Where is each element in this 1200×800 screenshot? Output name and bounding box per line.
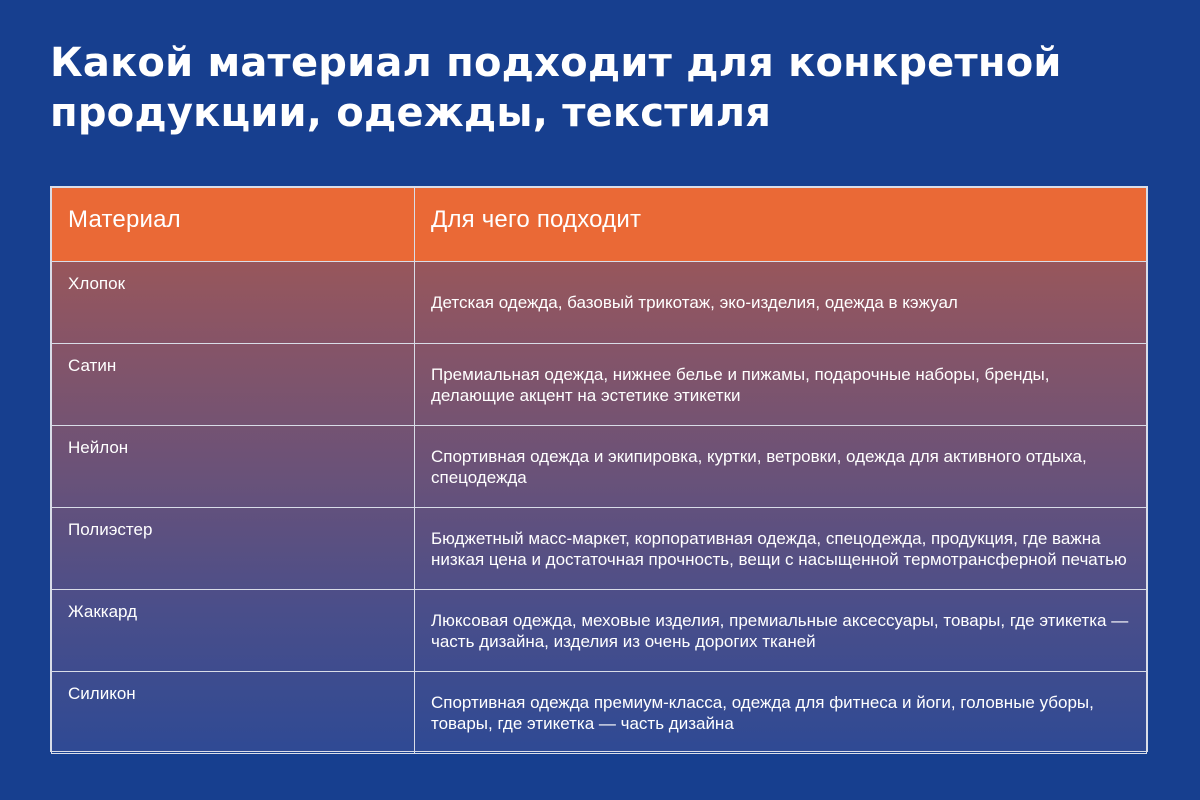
- material-cell: Хлопок: [52, 262, 415, 344]
- usage-cell: Люксовая одежда, меховые изделия, премиальные аксессуары, товары, где этикетка — часть дизайна, изделия из очень дорогих тканей: [415, 590, 1147, 672]
- table-row: [52, 590, 1147, 672]
- column-header-material: Материал: [52, 188, 415, 262]
- material-cell: Сатин: [52, 344, 415, 426]
- usage-cell: Детская одежда, базовый трикотаж, эко-изделия, одежда в кэжуал: [415, 262, 1147, 344]
- usage-cell: Премиальная одежда, нижнее белье и пижамы, подарочные наборы, бренды, делающие акцент на эстетике этикетки: [415, 344, 1147, 426]
- page-title: Какой материал подходит для конкретной продукции, одежды, текстиля: [50, 40, 1062, 136]
- usage-cell: Спортивная одежда и экипировка, куртки, ветровки, одежда для активного отдыха, спецодежда: [415, 426, 1147, 508]
- material-cell: Жаккард: [52, 590, 415, 672]
- table-row: [52, 672, 1147, 754]
- table-row: [52, 262, 1147, 344]
- table-row: [52, 344, 1147, 426]
- table-row: [52, 508, 1147, 590]
- usage-cell: Спортивная одежда премиум-класса, одежда для фитнеса и йоги, головные уборы, товары, где этикетка — часть дизайна: [415, 672, 1147, 754]
- column-header-usage: Для чего подходит: [415, 188, 1147, 262]
- material-cell: Нейлон: [52, 426, 415, 508]
- table-row: [52, 426, 1147, 508]
- materials-table: [50, 186, 1148, 752]
- material-cell: Силикон: [52, 672, 415, 754]
- usage-cell: Бюджетный масс-маркет, корпоративная одежда, спецодежда, продукция, где важна низкая цена и достаточная прочность, вещи с насыщенной термотрансферной печатью: [415, 508, 1147, 590]
- material-cell: Полиэстер: [52, 508, 415, 590]
- table-header-row: [52, 188, 1147, 262]
